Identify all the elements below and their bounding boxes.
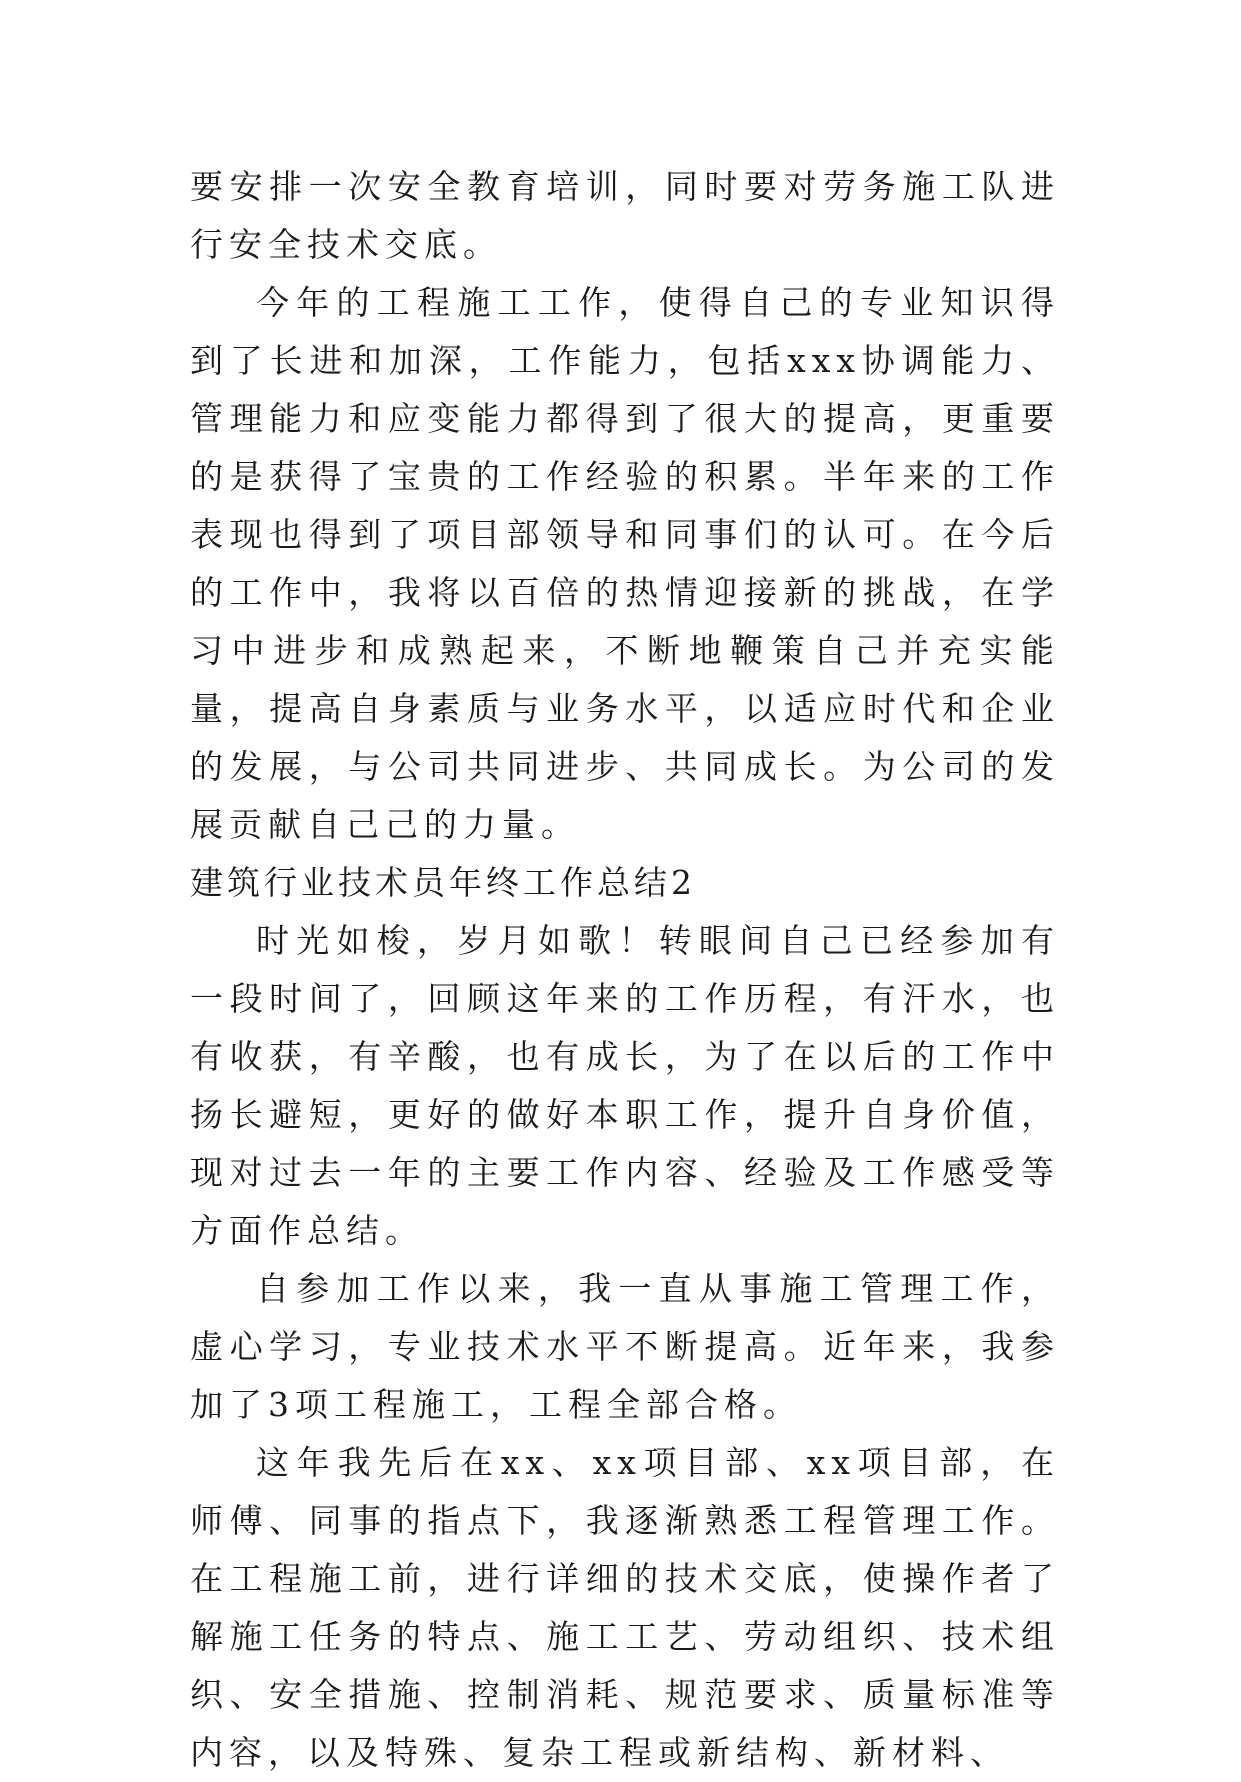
body-paragraph: 自参加工作以来，我一直从事施工管理工作，虚心学习，专业技术水平不断提高。近年来，我参加了3项工程施工，工程全部合格。 xyxy=(190,1269,1060,1424)
document-body xyxy=(190,158,1060,1782)
body-paragraph: 今年的工程施工工作，使得自己的专业知识得到了长进和加深，工作能力，包括xxx协调能力、管理能力和应变能力都得到了很大的提高，更重要的是获得了宝贵的工作经验的积累。半年来的工作表现也得到了项目部领导和同事们的认可。在今后的工作中，我将以百倍的热情迎接新的挑战，在学习中进步和成熟起来，不断地鞭策自己并充实能量，提高自身素质与业务水平，以适应时代和企业的发展，与公司共同进步、共同成长。为公司的发展贡献自己己的力量。 xyxy=(190,283,1060,844)
continuation-paragraph: 要安排一次安全教育培训，同时要对劳务施工队进行安全技术交底。 xyxy=(190,167,1060,264)
body-paragraph: 这年我先后在xx、xx项目部、xx项目部，在师傅、同事的指点下，我逐渐熟悉工程管理工作。在工程施工前，进行详细的技术交底，使操作者了解施工任务的特点、施工工艺、劳动组织、技术组织、安全措施、控制消耗、规范要求、质量标准等内容，以及特殊、复杂工程或新结构、新材料、 xyxy=(190,1443,1060,1772)
body-paragraph: 时光如梭，岁月如歌！转眼间自己已经参加有一段时间了，回顾这年来的工作历程，有汗水，也有收获，有辛酸，也有成长，为了在以后的工作中扬长避短，更好的做好本职工作，提升自身价值，现对过去一年的主要工作内容、经验及工作感受等方面作总结。 xyxy=(190,921,1060,1250)
section-heading: 建筑行业技术员年终工作总结2 xyxy=(190,863,696,902)
